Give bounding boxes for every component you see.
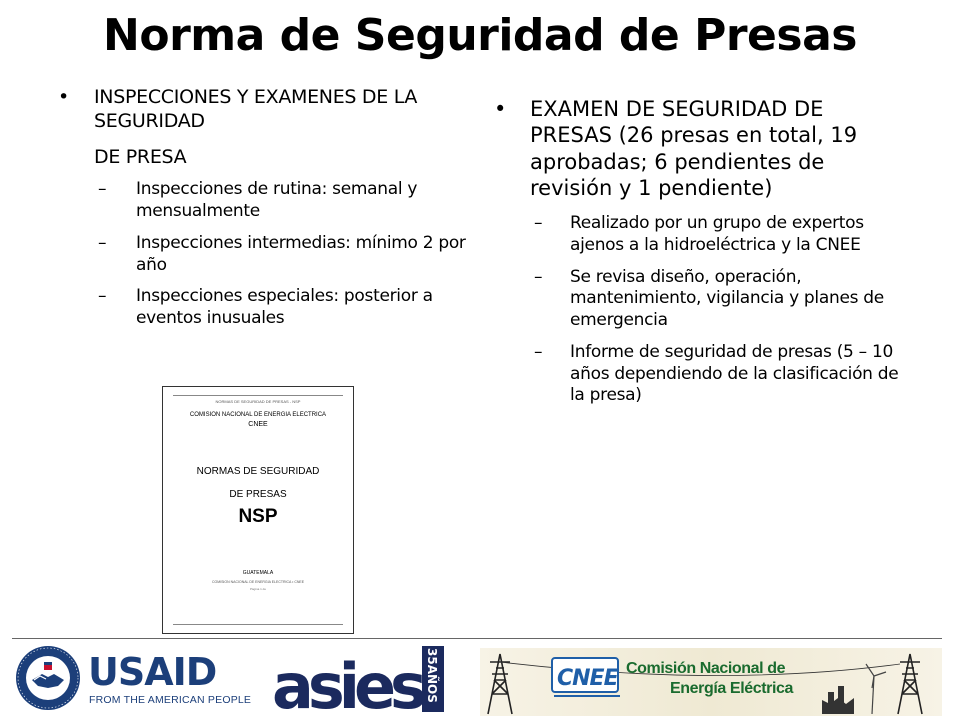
asies-logo	[270, 644, 450, 714]
cover-page-label: Página 1 de	[249, 587, 266, 591]
factory-icon	[822, 686, 854, 714]
footer-divider	[12, 638, 942, 639]
cover-footer-small: COMISION NACIONAL DE ENERGIA ELECTRICA • CNEE	[211, 580, 305, 584]
usaid-seal-icon	[14, 644, 82, 712]
wind-turbine-icon	[866, 664, 886, 714]
cover-country: GUATEMALA	[242, 570, 274, 576]
sub-bullet-intermediate: – Inspecciones intermedias: mínimo 2 por año	[58, 233, 468, 277]
cnee-name-line2: Energía Eléctrica	[670, 680, 794, 697]
cover-code: NSP	[238, 506, 278, 527]
left-column	[58, 86, 468, 340]
usaid-logo	[88, 650, 252, 710]
cover-header-small: NORMAS DE SEGURIDAD DE PRESAS - NSP	[215, 399, 301, 404]
sub-bullet-routine: – Inspecciones de rutina: semanal y mensualmente	[58, 179, 468, 223]
usaid-tagline: FROM THE AMERICAN PEOPLE	[89, 694, 252, 706]
nsp-document-cover	[162, 386, 354, 634]
cover-title-line1: NORMAS DE SEGURIDAD	[196, 466, 320, 477]
cnee-logo	[552, 658, 620, 696]
sub-bullet-report: – Informe de seguridad de presas (5 – 10 años dependiendo de la clasificación de la presa)	[494, 342, 904, 407]
usaid-wordmark: USAID	[88, 650, 217, 694]
sub-bullet-review: – Se revisa diseño, operación, mantenimiento, vigilancia y planes de emergencia	[494, 267, 904, 332]
asies-anniversary: 35AÑOS	[425, 648, 439, 703]
asies-wordmark: asies	[272, 650, 421, 714]
right-column	[494, 96, 904, 417]
sub-bullet-special: – Inspecciones especiales: posterior a eventos inusuales	[58, 286, 468, 330]
cnee-logo-text: CNEE	[557, 666, 618, 691]
slide-title: Norma de Seguridad de Presas	[103, 10, 857, 61]
cover-agency: COMISION NACIONAL DE ENERGIA ELECTRICA	[189, 412, 327, 418]
cover-title-line2: DE PRESAS	[229, 489, 287, 500]
bullet-inspections-heading: • INSPECCIONES Y EXAMENES DE LA SEGURIDAD	[58, 86, 468, 134]
sub-bullet-experts: – Realizado por un grupo de expertos ajenos a la hidroeléctrica y la CNEE	[494, 213, 904, 257]
cnee-name-line1: Comisión Nacional de	[626, 660, 786, 677]
electric-tower-icon	[898, 654, 922, 714]
bullet-inspections-heading-cont: DE PRESA	[94, 145, 187, 168]
bullet-safety-exam: • EXAMEN DE SEGURIDAD DE PRESAS (26 presas en total, 19 aprobadas; 6 pendientes de revisión y 1 pendiente)	[494, 96, 904, 201]
cover-agency-short: CNEE	[248, 421, 268, 428]
